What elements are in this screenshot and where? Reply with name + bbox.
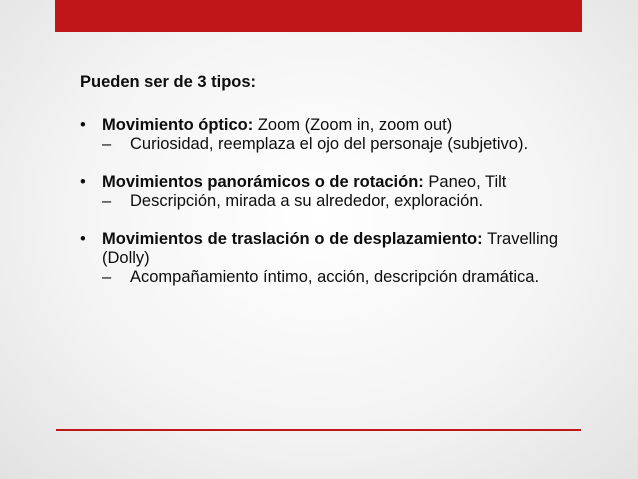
sub-item-text: Acompañamiento íntimo, acción, descripción dramática. <box>130 268 540 286</box>
bullet-text <box>102 116 558 135</box>
sub-item-text: Descripción, mirada a su alrededor, exploración. <box>130 192 484 210</box>
bullet-term: Movimiento óptico: <box>102 116 254 134</box>
bullet-description: Paneo, Tilt <box>423 173 507 191</box>
bullet-term: Movimientos de traslación o de desplazamiento: <box>102 230 483 248</box>
dash-icon: – <box>102 135 112 153</box>
bullet-item-panoramic <box>80 173 558 211</box>
sub-item <box>102 268 558 287</box>
sub-item <box>102 135 558 154</box>
bullet-text <box>102 230 558 268</box>
slide-heading: Pueden ser de 3 tipos: <box>80 73 257 91</box>
bullet-item-optical <box>80 116 558 154</box>
sub-item <box>102 192 558 211</box>
bullet-description: Travelling (Dolly) <box>102 230 558 267</box>
bottom-accent-rule <box>56 429 581 431</box>
bullet-description: Zoom (Zoom in, zoom out) <box>253 116 453 134</box>
dash-icon: – <box>102 192 112 210</box>
bullet-icon: • <box>80 116 86 134</box>
bullet-term: Movimientos panorámicos o de rotación: <box>102 173 424 191</box>
top-accent-bar <box>55 0 582 32</box>
slide-content <box>80 73 558 306</box>
bullet-text <box>102 173 558 192</box>
bullet-icon: • <box>80 173 86 191</box>
dash-icon: – <box>102 268 112 286</box>
sub-item-text: Curiosidad, reemplaza el ojo del personaje (subjetivo). <box>130 135 529 153</box>
bullet-item-translation <box>80 230 558 287</box>
bullet-icon: • <box>80 230 86 248</box>
